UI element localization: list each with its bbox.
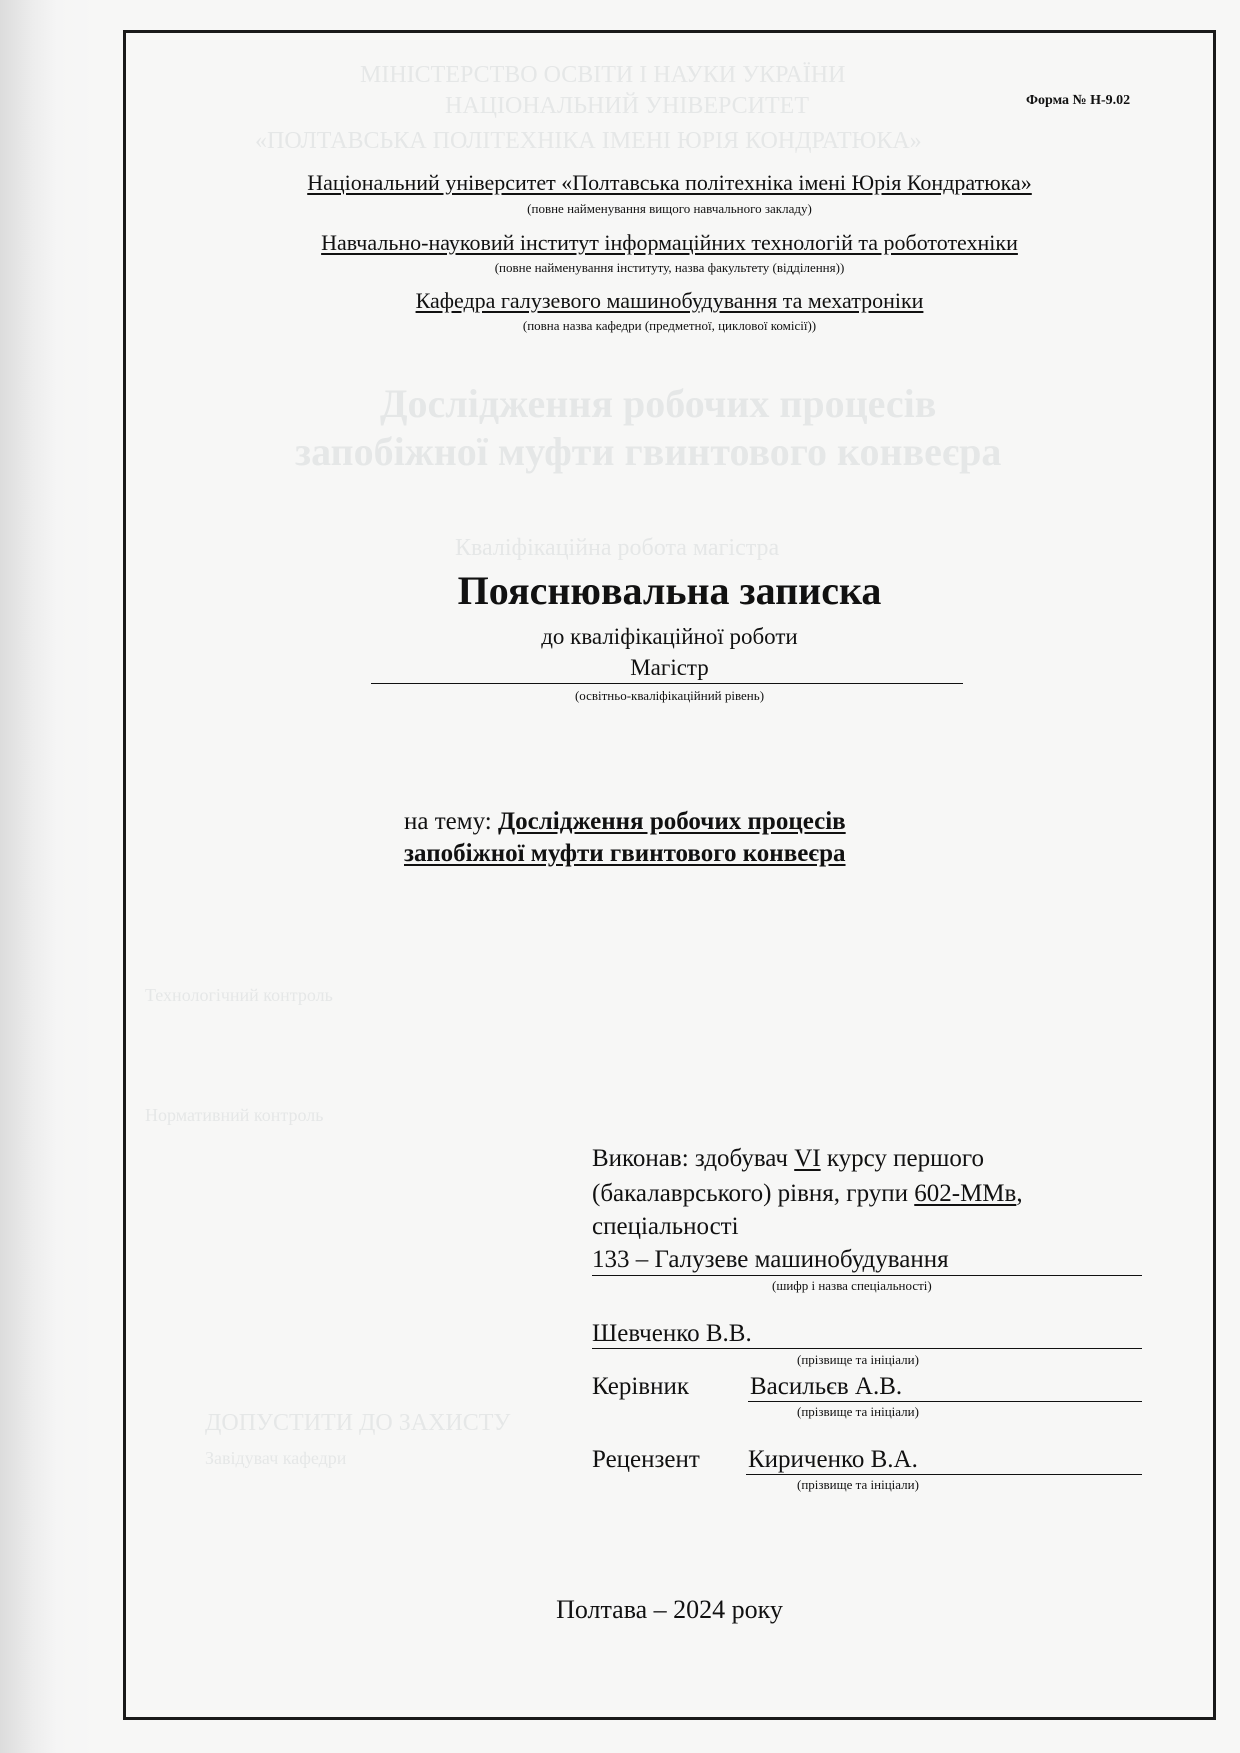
author-name-hint: (прізвище та ініціали) (797, 1352, 919, 1367)
author-line-1: Виконав: здобувач VI курсу першого (592, 1145, 985, 1172)
bleed-through-text: «ПОЛТАВСЬКА ПОЛІТЕХНІКА ІМЕНІ ЮРІЯ КОНДРАТЮКА» (255, 128, 922, 154)
specialty-hint: (шифр і назва спеціальності) (772, 1278, 932, 1293)
reviewer-label: Рецензент (592, 1446, 700, 1473)
supervisor-label: Керівник (592, 1373, 689, 1400)
supervisor-underline (748, 1401, 1142, 1402)
reviewer-name: Кириченко В.А. (748, 1446, 918, 1473)
supervisor-hint: (прізвище та ініціали) (797, 1404, 919, 1419)
author-line-3: спеціальності (592, 1213, 739, 1240)
theme-line-1: на тему: Дослідження робочих процесів (404, 808, 846, 835)
bleed-through-text: Технологічний контроль (145, 985, 333, 1005)
city-year-footer: Полтава – 2024 року (556, 1595, 783, 1624)
reviewer-hint: (прізвище та ініціали) (797, 1477, 919, 1492)
supervisor-name: Васильєв А.В. (750, 1373, 903, 1400)
author-name: Шевченко В.В. (592, 1320, 752, 1347)
form-number: Форма № Н-9.02 (1026, 93, 1131, 108)
level-underline (371, 683, 963, 684)
institute-hint: (повне найменування інституту, назва факультету (відділення)) (494, 260, 845, 275)
bleed-through-text: Нормативний контроль (145, 1105, 324, 1125)
bleed-through-text: НАЦІОНАЛЬНИЙ УНІВЕРСИТЕТ (445, 93, 809, 119)
bleed-through-text: Завідувач кафедри (205, 1448, 347, 1468)
specialty-name: 133 – Галузеве машинобудування (592, 1246, 949, 1273)
theme-line-2: запобіжної муфти гвинтового конвеєра (404, 840, 846, 867)
bleed-through-text: ДОПУСТИТИ ДО ЗАХИСТУ (205, 1410, 511, 1436)
document-subtitle: до кваліфікаційної роботи (541, 624, 798, 649)
university-hint: (повне найменування вищого навчального закладу) (527, 201, 812, 216)
author-line-2: (бакалаврського) рівня, групи 602-ММв, (592, 1180, 1023, 1207)
bleed-through-text: запобіжної муфти гвинтового конвеєра (295, 429, 1002, 474)
author-underline (592, 1348, 1142, 1349)
bleed-through-text: Кваліфікаційна робота магістра (455, 535, 780, 561)
specialty-underline (592, 1275, 1142, 1276)
level-hint: (освітньо-кваліфікаційний рівень) (574, 688, 765, 703)
bleed-through-text: МІНІСТЕРСТВО ОСВІТИ І НАУКИ УКРАЇНИ (360, 62, 846, 88)
reviewer-underline (746, 1474, 1142, 1475)
institute-name: Навчально-науковий інститут інформаційних технологій та робототехніки (321, 230, 1018, 255)
bleed-through-text: Дослідження робочих процесів (380, 381, 937, 426)
department-hint: (повна назва кафедри (предметної, циклової комісії)) (522, 318, 817, 333)
document-title: Пояснювальна записка (457, 568, 882, 613)
education-level: Магістр (630, 655, 709, 680)
binding-shadow (0, 0, 95, 1753)
department-name: Кафедра галузевого машинобудування та мехатроніки (415, 288, 924, 313)
university-name: Національний університет «Полтавська політехніка імені Юрія Кондратюка» (307, 170, 1032, 195)
